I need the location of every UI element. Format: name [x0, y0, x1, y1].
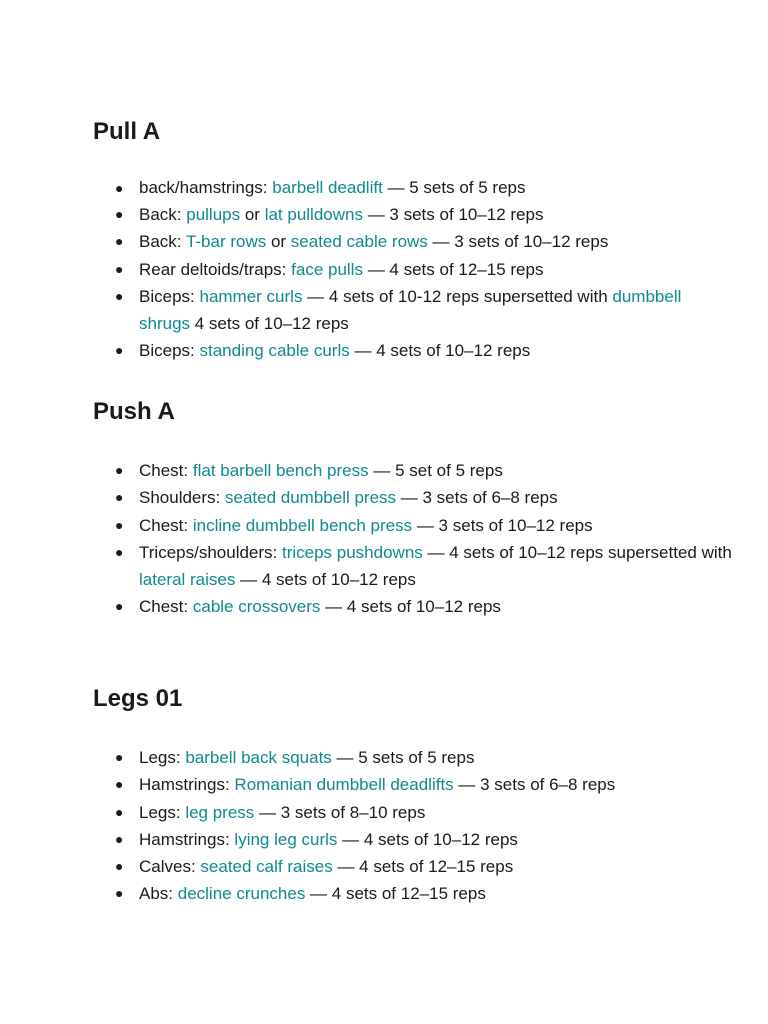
item-label: Biceps:: [139, 341, 200, 361]
exercise-link[interactable]: pullups: [186, 205, 241, 224]
item-connector: — 4 sets of 10–12 reps supersetted with: [422, 542, 732, 562]
bullet-icon: ●: [115, 803, 124, 820]
bullet-icon: ●: [115, 342, 124, 359]
bullet-icon: ●: [115, 885, 124, 902]
item-label: back/hamstrings:: [139, 178, 273, 197]
bullet-icon: ●: [115, 260, 124, 277]
list-item: [93, 593, 733, 620]
item-detail: — 4 sets of 10–12 reps: [349, 341, 531, 361]
section-pull-a: [93, 117, 733, 365]
exercise-link[interactable]: lying leg curls: [234, 829, 338, 849]
item-label: Legs:: [139, 802, 186, 822]
item-label: Shoulders:: [139, 488, 225, 508]
exercise-link[interactable]: T-bar rows: [185, 232, 267, 252]
bullet-icon: ●: [115, 206, 124, 222]
item-label: Biceps:: [139, 286, 200, 306]
exercise-link[interactable]: face pulls: [291, 259, 363, 279]
bullet-icon: ●: [115, 180, 124, 196]
item-label: Chest:: [139, 461, 193, 480]
section-heading: Legs 01: [93, 685, 183, 712]
list-item: [93, 256, 733, 283]
bullet-icon: ●: [115, 462, 124, 478]
list-item: [93, 228, 733, 255]
bullet-icon: ●: [115, 516, 124, 533]
list-item: [93, 201, 733, 228]
item-label: Back:: [139, 232, 186, 252]
exercise-link[interactable]: barbell deadlift: [272, 178, 383, 197]
exercise-list: [93, 177, 733, 365]
bullet-icon: ●: [115, 830, 124, 847]
list-item: [93, 512, 733, 539]
item-detail: — 3 sets of 8–10 reps: [254, 802, 426, 822]
list-item: [93, 177, 733, 199]
exercise-link[interactable]: lat pulldowns: [264, 205, 363, 224]
item-label: Triceps/shoulders:: [139, 542, 282, 562]
item-detail: 4 sets of 10–12 reps: [190, 314, 349, 334]
exercise-link[interactable]: flat barbell bench press: [192, 461, 369, 480]
list-item: [93, 771, 733, 798]
item-detail: — 3 sets of 10–12 reps: [362, 205, 544, 224]
bullet-icon: ●: [115, 233, 124, 250]
list-item: [93, 880, 733, 907]
bullet-icon: ●: [115, 489, 124, 506]
list-item: [93, 457, 733, 484]
item-detail: — 4 sets of 10–12 reps: [337, 829, 518, 849]
item-detail: — 5 sets of 5 reps: [331, 748, 475, 767]
list-item: [93, 539, 733, 594]
exercise-link[interactable]: decline crunches: [177, 884, 306, 904]
item-detail: — 4 sets of 12–15 reps: [332, 857, 514, 877]
list-item: [93, 283, 733, 338]
item-connector: or: [266, 232, 291, 252]
exercise-link[interactable]: incline dumbbell bench press: [192, 515, 413, 535]
item-detail: — 3 sets of 10–12 reps: [427, 232, 609, 252]
item-detail: — 5 set of 5 reps: [368, 461, 503, 480]
exercise-link[interactable]: seated dumbbell press: [225, 488, 397, 508]
item-label: Hamstrings:: [139, 829, 235, 849]
exercise-link[interactable]: hammer curls: [199, 286, 303, 306]
exercise-link[interactable]: dumbbell shrugs: [139, 286, 682, 334]
item-label: Legs:: [139, 748, 186, 767]
item-detail: — 3 sets of 6–8 reps: [396, 488, 558, 508]
item-label: Calves:: [139, 857, 201, 877]
list-item: [93, 484, 733, 511]
section-legs-01: [93, 684, 733, 908]
exercise-link[interactable]: seated cable rows: [290, 232, 428, 252]
list-item: [93, 337, 733, 364]
bullet-icon: ●: [115, 776, 124, 793]
item-label: Abs:: [139, 884, 178, 904]
exercise-link[interactable]: seated calf raises: [200, 857, 333, 877]
bullet-icon: ●: [115, 543, 124, 560]
exercise-link[interactable]: lateral raises: [139, 570, 236, 590]
item-detail: — 4 sets of 10–12 reps: [235, 570, 416, 590]
exercise-link[interactable]: triceps pushdowns: [281, 542, 423, 562]
list-item: [93, 826, 733, 853]
bullet-icon: ●: [115, 858, 124, 875]
exercise-link[interactable]: leg press: [185, 802, 255, 822]
list-item: [93, 853, 733, 880]
exercise-link[interactable]: standing cable curls: [199, 341, 350, 361]
exercise-list: [93, 457, 733, 621]
item-detail: — 4 sets of 10–12 reps: [320, 597, 501, 617]
item-detail: — 3 sets of 6–8 reps: [453, 775, 616, 795]
exercise-link[interactable]: barbell back squats: [185, 748, 332, 767]
section-push-a: [93, 397, 733, 621]
item-connector: — 4 sets of 10-12 reps supersetted with: [302, 286, 613, 306]
list-item: [93, 799, 733, 826]
item-detail: — 3 sets of 10–12 reps: [412, 515, 593, 535]
list-item: [93, 744, 733, 771]
exercise-link[interactable]: Romanian dumbbell deadlifts: [234, 775, 454, 795]
item-label: Chest:: [139, 597, 193, 617]
exercise-list: [93, 744, 733, 908]
item-detail: — 4 sets of 12–15 reps: [305, 884, 486, 904]
item-label: Chest:: [139, 515, 193, 535]
item-detail: — 5 sets of 5 reps: [382, 178, 526, 197]
item-connector: or: [240, 205, 265, 224]
bullet-icon: ●: [115, 598, 124, 615]
bullet-icon: ●: [115, 749, 124, 765]
item-label: Rear deltoids/traps:: [139, 259, 292, 279]
item-label: Hamstrings:: [139, 775, 235, 795]
section-heading: Pull A: [93, 118, 161, 145]
exercise-link[interactable]: cable crossovers: [192, 597, 321, 617]
item-detail: — 4 sets of 12–15 reps: [362, 259, 544, 279]
bullet-icon: ●: [115, 287, 124, 304]
item-label: Back:: [139, 205, 187, 224]
section-heading: Push A: [93, 398, 175, 425]
